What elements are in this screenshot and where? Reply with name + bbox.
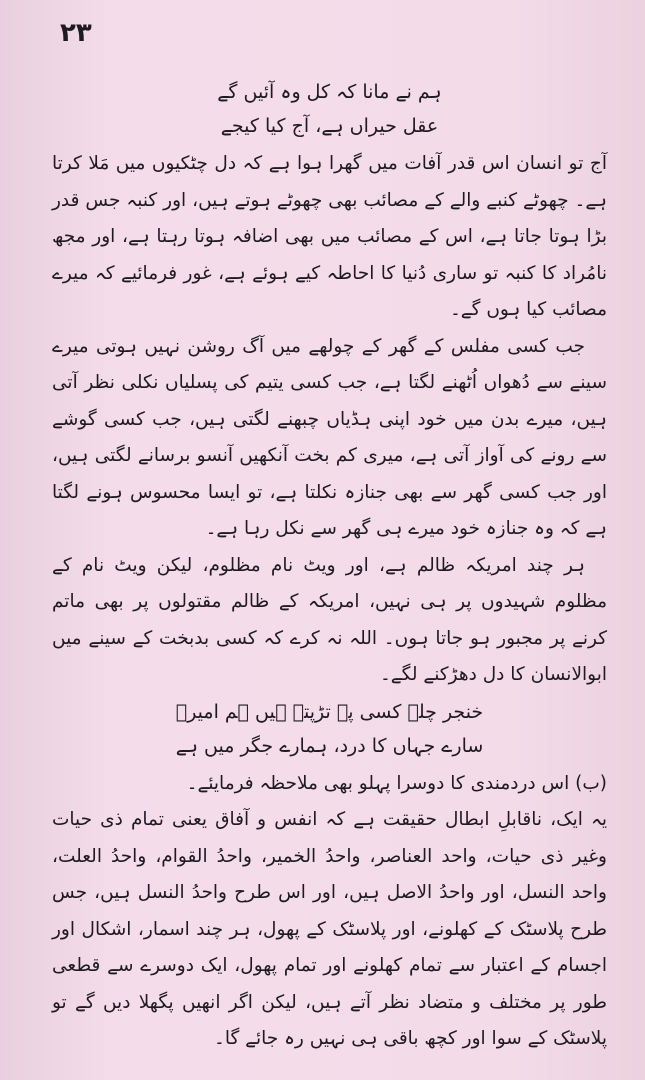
paragraph-4: (ب) اس دردمندی کا دوسرا پہلو بھی ملاحظہ فرمایئے۔	[186, 772, 607, 794]
page-text	[52, 78, 607, 1058]
paragraph-3: ہر چند امریکہ ظالم ہے، اور ویٹ نام مظلوم، لیکن ویٹ نام کے مظلوم شہیدوں پر ہی نہیں، امریکہ کے ظالم مقتولوں پر بھی ماتم کرنے پر مجبور ہو جاتا ہوں۔ اللہ نہ کرے کہ کسی بدبخت کے سینے میں ابوالانسان کا دل دھڑکنے لگے۔	[52, 554, 607, 685]
couplet-2-line-1: خنجر چلے کسی پہ تڑپتے ہیں ہم امیرؔ	[175, 700, 484, 723]
paragraph-1: آج تو انسان اس قدر آفات میں گھرا ہوا ہے کہ دل چٹکیوں میں مَلا کرتا ہے۔ چھوٹے کنبے والے کے مصائب بھی چھوٹے ہوتے ہیں، اور کنبہ جس قدر بڑا ہوتا جاتا ہے، اس کے مصائب میں بھی اضافہ ہوتا رہتا ہے، اور مجھ نامُراد کا کنبہ تو ساری دُنیا کا احاطہ کیے ہوئے ہے، غور فرمائیے کہ میرے مصائب کیا ہوں گے۔	[52, 153, 607, 320]
couplet-1	[52, 78, 607, 140]
couplet-2	[52, 698, 607, 760]
couplet-2-line-2: سارے جہاں کا درد، ہمارے جگر میں ہے	[175, 734, 484, 757]
paragraph-5: یہ ایک، ناقابلِ ابطال حقیقت ہے کہ انفس و آفاق یعنی تمام ذی حیات وغیر ذی حیات، واحد العناصر، واحدُ الخمیر، واحدُ القوام، واحدُ العلت، واحد النسل، اور واحدُ الاصل ہیں، اور اس طرح واحدُ النسل ہیں، جس طرح پلاسٹک کے کھلونے، اور پلاسٹک کے پھول، ہر چند اسمار، اشکال اور اجسام کے اعتبار سے تمام کھلونے اور تمام پھول، ایک دوسرے سے قطعی طور پر مختلف و متضاد نظر آتے ہیں، لیکن اگر انھیں پگھلا دیں گے تو پلاسٹک کے سوا اور کچھ باقی ہی نہیں رہ جائے گا۔	[52, 809, 607, 1049]
page-number: ۲۳	[60, 18, 92, 48]
couplet-1-line-2: عقل حیراں ہے، آج کیا کیجے	[220, 115, 439, 137]
paragraph-2: جب کسی مفلس کے گھر کے چولھے میں آگ روشن نہیں ہوتی میرے سینے سے دُھواں اُٹھنے لگتا ہے، جب کسی یتیم کی پسلیاں نکلی نظر آتی ہیں، میرے بدن میں خود اپنی ہڈیاں چبھنے لگتی ہیں، جب کسی گوشے سے رونے کی آواز آتی ہے، میری کم بخت آنکھیں آنسو برسانے لگتی ہیں، اور جب کسی گھر سے بھی جنازہ نکلتا ہے، تو ایسا محسوس ہونے لگتا ہے کہ وہ جنازہ خود میرے ہی گھر سے نکل رہا ہے۔	[52, 335, 607, 539]
couplet-1-line-1: ہم نے مانا کہ کل وہ آئیں گے	[217, 81, 442, 103]
